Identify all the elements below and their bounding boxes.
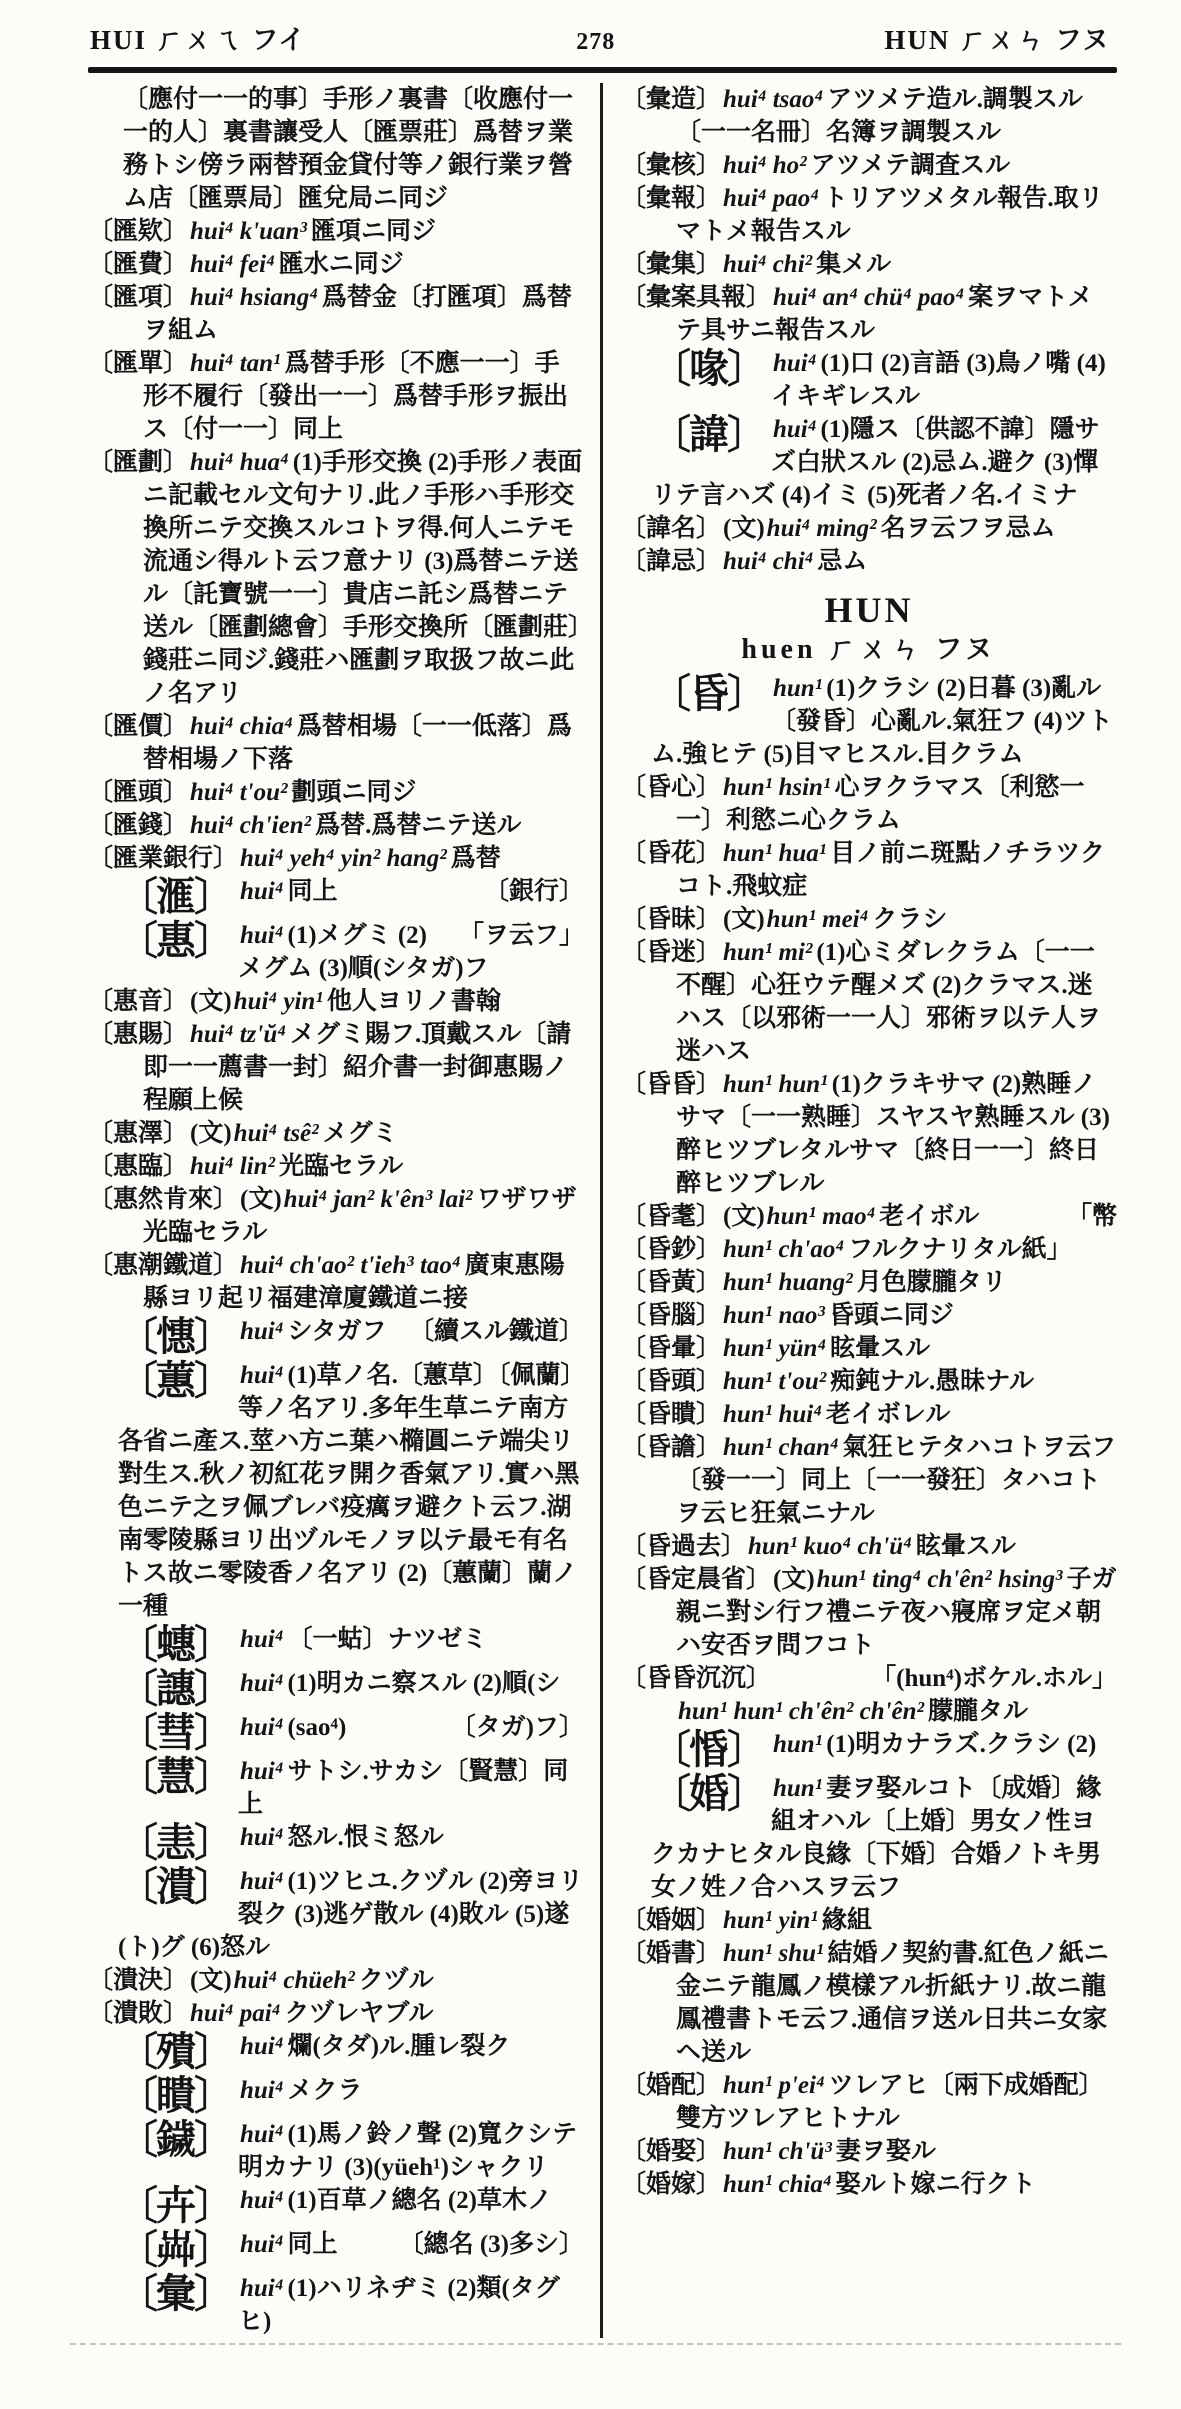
entry-definition: (1)クラシ (2)日暮 (3)亂ル〔發昏〕心亂ル.氣狂フ (4)ツトム.強ヒテ (5)目マヒスル.目クラム [651, 675, 1113, 768]
entry-romanization: hui⁴ chi⁴ [723, 548, 814, 575]
entry-romanization: hun¹ [773, 1731, 823, 1758]
entry-romanization: hui⁴ k'uan³ [190, 218, 307, 245]
entry-headword: 〔昏腦〕 [621, 1302, 722, 1329]
entry-romanization: hun¹ mei⁴ [766, 906, 869, 933]
entry-headword: 〔彙集〕 [621, 251, 722, 278]
entry-headword: 〔昏心〕 [621, 774, 722, 801]
entry-headword: 〔潰決〕 [88, 1967, 189, 1994]
entry-headword: 〔昏昏沉沉〕 [621, 1665, 772, 1692]
dictionary-entry [621, 1266, 1117, 1299]
dictionary-entry [621, 281, 1117, 347]
entry-headword: 〔諱忌〕 [621, 548, 722, 575]
entry-romanization: hun¹ shu¹ [723, 1940, 824, 1967]
entry-definition: (1)草ノ名.〔蕙草〕〔佩蘭〕等ノ名アリ.多年生草ニテ南方各省ニ產ス.莖ハ方ニ葉ハ橢圓ニテ端尖リ對生ス.秋ノ初紅花ヲ開ク香氣アリ.實ハ黑色ニテ之ヲ佩ブレバ疫癘ヲ避クト云フ.湖南零陵縣ヨリ出ヅルモノヲ以テ最モ有名トス故ニ零陵香ノ名アリ (2)〔蕙蘭〕蘭ノ一種 [118, 1362, 580, 1620]
dictionary-entry [88, 1865, 584, 1964]
dictionary-entry [88, 1997, 584, 2030]
dictionary-entry [621, 1233, 1117, 1266]
entry-romanization: hui⁴ [240, 1318, 284, 1345]
dictionary-entry [88, 2030, 584, 2074]
entry-headword: 〔惠賜〕 [88, 1021, 189, 1048]
entry-headword: 〔蟪〕 [118, 1623, 232, 1667]
dictionary-entry [88, 1821, 584, 1865]
entry-headword: 〔昏黃〕 [621, 1269, 722, 1296]
entry-definition: (1)明カニ察スル (2)順(シ [287, 1670, 561, 1697]
entry-definition: アツメテ造ル.調製スル〔一一名冊〕名簿ヲ調製スル [676, 86, 1083, 146]
entry-romanization: hun¹ hui⁴ [723, 1401, 822, 1428]
entry-headword: 〔彙核〕 [621, 152, 722, 179]
entry-definition: 月色朦朧タリ [856, 1269, 1007, 1296]
entry-headword: 〔昏頭〕 [621, 1368, 722, 1395]
entry-definition: フルクナリタル紙」 [848, 1236, 1072, 1263]
dictionary-entry [88, 347, 584, 446]
entry-headword: 〔昏〕 [651, 672, 765, 716]
entry-definition: (1)手形交換 (2)手形ノ表面ニ記載セル文句ナリ.此ノ手形ハ手形交換所ニテ交換スルコトヲ得.何人ニテモ流通シ得ルト云フ意ナリ (3)爲替ニテ送ル〔託寶號一一〕貴店ニ託シ爲替ニテ送ル〔匯劃總會〕手形交換所〔匯劃莊〕錢莊ニ同ジ.錢莊ハ匯劃ヲ取扱フ故ニ此ノ名アリ [143, 449, 583, 707]
entry-tail-gloss: 〔銀行〕 [483, 878, 584, 905]
entry-definition: (1)メグミ (2)メグム (3)順(シタガ)フ [238, 922, 489, 982]
entry-romanization: hun¹ mao⁴ [766, 1203, 876, 1230]
dictionary-entry [88, 1150, 584, 1183]
entry-romanization: hui⁴ tsao⁴ [723, 86, 824, 113]
entry-romanization: hun¹ hun¹ [723, 1071, 828, 1098]
entry-definition: メグミ賜フ.頂戴スル〔請即一一薦書一封〕紹介書一封御惠賜ノ程願上候 [143, 1021, 572, 1114]
entry-headword: 〔潰敗〕 [88, 2000, 189, 2027]
entry-definition: 匯水ニ同ジ [278, 251, 404, 278]
entry-headword: 〔匯價〕 [88, 713, 189, 740]
entry-romanization: hui⁴ ho² [723, 152, 807, 179]
entry-headword: 〔匯單〕 [88, 350, 189, 377]
entry-romanization: hui⁴ an⁴ chü⁴ pao⁴ [773, 284, 965, 311]
entry-romanization: hun¹ hua¹ [723, 840, 827, 867]
entry-headword: 〔昏耄〕 [621, 1203, 722, 1230]
entry-definition: (1)百草ノ總名 (2)草木ノ [287, 2187, 553, 2214]
entry-definition: 爲替手形〔不應一一〕手形不履行〔發出一一〕爲替手形ヲ振出ス〔付一一〕同上 [143, 350, 569, 443]
entry-register-label: (文) [723, 906, 765, 933]
entry-headword: 〔喙〕 [651, 347, 765, 391]
entry-register-label: (文) [190, 988, 232, 1015]
entry-romanization: hui⁴ [240, 922, 284, 949]
entry-definition: (sao⁴) [287, 1714, 347, 1741]
entry-definition: 同上 [287, 2231, 338, 2258]
entry-headword: 〔昏昧〕 [621, 906, 722, 933]
dictionary-entry [88, 2118, 584, 2184]
entry-romanization: hui⁴ [240, 2275, 284, 2302]
entry-romanization: hui⁴ ch'ien² [190, 812, 312, 839]
entry-romanization: hun¹ [773, 1775, 823, 1802]
entry-definition: 老イボレル [825, 1401, 951, 1428]
entry-definition: (1)隱ス〔供認不諱〕隱サズ白狀スル (2)忌ム.避ク (3)憚リテ言ハズ (4)イミ (5)死者ノ名.イミナ [651, 416, 1100, 509]
entry-romanization: hui⁴ hsiang⁴ [190, 284, 318, 311]
entry-romanization: hun¹ ting⁴ ch'ên² hsing³ [816, 1566, 1063, 1593]
entry-romanization: hun¹ [773, 675, 823, 702]
entry-romanization: hun¹ huang² [723, 1269, 853, 1296]
dictionary-entry [621, 771, 1117, 837]
entry-headword: 〔鐬〕 [118, 2118, 232, 2162]
entry-headword: 〔惠澤〕 [88, 1120, 189, 1147]
entry-definition: 同上 [287, 878, 338, 905]
entry-definition: (1)クラキサマ (2)熟睡ノサマ〔一一熟睡〕スヤスヤ熟睡スル (3)醉ヒツブレタルサマ〔終日一一〕終日醉ヒツブレル [676, 1071, 1110, 1197]
page-bottom-edge [70, 2343, 1121, 2345]
dictionary-entry [88, 2272, 584, 2338]
entry-headword: 〔彗〕 [118, 1711, 232, 1755]
entry-romanization: hui⁴ ming² [766, 515, 877, 542]
header-guideword-right: HUN ㄏㄨㄣ フヌ [884, 25, 1111, 55]
entry-definition: 爲替.爲替ニテ送ル [315, 812, 522, 839]
entry-headword: 〔昏花〕 [621, 840, 722, 867]
dictionary-entry [621, 1398, 1117, 1431]
entry-definition: 爛(タダ)ル.腫レ裂ク [287, 2033, 511, 2060]
dictionary-entry [88, 809, 584, 842]
entry-romanization: hui⁴ [240, 2231, 284, 2258]
entry-romanization: hun¹ chan⁴ [723, 1434, 839, 1461]
entry-definition: 朦朧タル [928, 1698, 1029, 1725]
entry-tail-gloss: 〔總名 (3)多シ〕 [398, 2231, 584, 2258]
entry-romanization: hui⁴ pai⁴ [190, 2000, 281, 2027]
entry-romanization: hui⁴ tz'ŭ⁴ [190, 1021, 286, 1048]
entry-romanization: hui⁴ [240, 1758, 284, 1785]
dictionary-entry [621, 83, 1117, 149]
entry-romanization: hui⁴ chüeh² [233, 1967, 355, 1994]
dictionary-entry [88, 215, 584, 248]
page-header [88, 14, 1117, 67]
entry-headword: 〔匯欵〕 [88, 218, 189, 245]
entry-headword: 〔卉〕 [118, 2184, 232, 2228]
left-column [88, 83, 603, 2338]
dictionary-entry [88, 985, 584, 1018]
entry-headword: 〔匯項〕 [88, 284, 189, 311]
entry-headword: 〔昏迷〕 [621, 939, 722, 966]
entry-definition: 〔一蛄〕ナツゼミ [287, 1626, 488, 1653]
entry-romanization: hui⁴ chia⁴ [190, 713, 293, 740]
dictionary-entry [621, 149, 1117, 182]
entry-romanization: hui⁴ jan² k'ên³ lai² [283, 1186, 473, 1213]
dictionary-entry [621, 672, 1117, 771]
entry-romanization: hui⁴ [240, 1626, 284, 1653]
entry-romanization: hui⁴ [773, 350, 817, 377]
entry-tail-gloss: 〔タガ)フ〕 [450, 1714, 584, 1741]
entry-definition: 他人ヨリノ書翰 [326, 988, 501, 1015]
dictionary-entry [88, 919, 584, 985]
entry-definition: (1)明カナラズ.クラシ (2) [826, 1731, 1097, 1758]
entry-definition: (1)口 (2)言語 (3)鳥ノ嘴 (4)イキギレスル [771, 350, 1106, 410]
entry-headword: 〔昏昏〕 [621, 1071, 722, 1098]
entry-definition: (1)ツヒユ.クヅル (2)旁ヨリ裂ク (3)逃ゲ散ル (4)敗ル (5)遂(ト)グ (6)怒ル [118, 1868, 584, 1961]
dictionary-entry [88, 1964, 584, 1997]
entry-definition: 爲替金〔打匯項〕爲替ヲ組ム [143, 284, 572, 344]
dictionary-entry [88, 248, 584, 281]
entry-tail-gloss: 「ヲ云フ」 [458, 922, 584, 949]
entry-romanization: hui⁴ t'ou² [190, 779, 288, 806]
entry-definition: 爲替 [450, 845, 501, 872]
entry-headword: 〔滙〕 [118, 875, 232, 919]
entry-definition: シタガフ [287, 1318, 387, 1345]
entry-headword: 〔殨〕 [118, 2030, 232, 2074]
entry-romanization: hui⁴ [240, 1670, 284, 1697]
entry-romanization: hun¹ ch'ü³ [723, 2138, 832, 2165]
entry-tail-gloss: 「(hun⁴)ボケル.ホル」 [871, 1665, 1117, 1692]
dictionary-entry [621, 2168, 1117, 2201]
dictionary-entry [621, 1662, 1117, 1728]
dictionary-entry [88, 2074, 584, 2118]
entry-definition: 妻ヲ娶ルコト〔成婚〕緣組オハル〔上婚〕男女ノ性ヨクカナヒタル良緣〔下婚〕合婚ノトキ男女ノ姓ノ合ハスヲ云フ [651, 1775, 1102, 1901]
entry-romanization: hui⁴ yeh⁴ yin² hang² [240, 845, 447, 872]
entry-headword: 〔彙報〕 [621, 185, 722, 212]
entry-tail-gloss: 「幣 [1066, 1203, 1117, 1230]
entry-romanization: hui⁴ [240, 1362, 284, 1389]
dictionary-entry [88, 1315, 584, 1359]
entry-romanization: hun¹ hsin¹ [723, 774, 831, 801]
continuation-paragraph: 〔應付一一的事〕手形ノ裏書〔收應付一一的人〕裏書讓受人〔匯票莊〕爲替ヲ業務トシ傍ラ兩替預金貸付等ノ銀行業ヲ營ム店〔匯票局〕匯兌局ニ同ジ [123, 86, 574, 212]
entry-headword: 〔婚娶〕 [621, 2138, 722, 2165]
entry-headword: 〔昏瞶〕 [621, 1401, 722, 1428]
entry-definition: (1)馬ノ鈴ノ聲 (2)寬クシテ明カナリ (3)(yüeh¹)シャクリ [238, 2121, 578, 2181]
dictionary-entry [621, 1772, 1117, 1904]
entry-definition: 心ヲクラマス〔利慾一一〕利慾ニ心クラム [676, 774, 1085, 834]
entry-romanization: hui⁴ ch'ao² t'ieh³ tao⁴ [240, 1252, 461, 1279]
entry-romanization: hui⁴ [240, 878, 284, 905]
entry-definition: 結婚ノ契約書.紅色ノ紙ニ金ニテ龍鳳ノ模樣アル折紙ナリ.故ニ龍鳳禮書トモ云フ.通信ヲ送ル日共ニ女家ヘ送ル [676, 1940, 1109, 2066]
entry-definition: 眩暈スル [915, 1533, 1016, 1560]
entry-romanization: hun¹ hun¹ ch'ên² ch'ên² [678, 1698, 925, 1725]
entry-romanization: hui⁴ fei⁴ [190, 251, 275, 278]
dictionary-entry [621, 1728, 1117, 1772]
entry-romanization: hui⁴ [240, 2077, 284, 2104]
entry-headword: 〔婚書〕 [621, 1940, 722, 1967]
entry-headword: 〔憓〕 [118, 1315, 232, 1359]
entry-headword: 〔諱名〕 [621, 515, 722, 542]
entry-romanization: hui⁴ [240, 1824, 284, 1851]
dictionary-entry [88, 2228, 584, 2272]
right-column [603, 83, 1117, 2338]
entry-definition: トリアツメタル報告.取リマトメ報告スル [676, 185, 1104, 245]
dictionary-entry [621, 182, 1117, 248]
dictionary-entry [621, 1530, 1117, 1563]
entry-headword: 〔昏過去〕 [621, 1533, 747, 1560]
entry-romanization: hui⁴ [240, 1714, 284, 1741]
dictionary-entry [621, 413, 1117, 512]
dictionary-entry [621, 1068, 1117, 1200]
entry-definition: 子ガ親ニ對シ行フ禮ニテ夜ハ寢席ヲ定メ朝ハ安否ヲ問フコト [676, 1566, 1117, 1659]
entry-romanization: hui⁴ yin¹ [233, 988, 323, 1015]
header-guideword-left: HUI ㄏㄨㄟ フイ [90, 25, 308, 55]
entry-romanization: hui⁴ [240, 2033, 284, 2060]
dictionary-entry [621, 512, 1117, 545]
entry-register-label: (文) [190, 1120, 232, 1147]
header-rule [88, 67, 1117, 73]
dictionary-entry [88, 1359, 584, 1623]
page-number: 278 [576, 29, 616, 55]
dictionary-entry [621, 248, 1117, 281]
dictionary-entry [88, 446, 584, 710]
entry-romanization: hui⁴ chi² [723, 251, 813, 278]
entry-definition: 妻ヲ娶ル [835, 2138, 936, 2165]
dictionary-entry [88, 1623, 584, 1667]
entry-headword: 〔匯頭〕 [88, 779, 189, 806]
entry-romanization: hun¹ ch'ao⁴ [723, 1236, 845, 1263]
entry-definition: 氣狂ヒテタハコトヲ云フ〔發一一〕同上〔一一發狂〕タハコトヲ云ヒ狂氣ニナル [676, 1434, 1117, 1527]
dictionary-entry [88, 1018, 584, 1117]
entry-definition: 忌ム [817, 548, 868, 575]
entry-headword: 〔蕙〕 [118, 1359, 232, 1403]
entry-register-label: (文) [773, 1566, 815, 1593]
entry-headword: 〔惛〕 [651, 1728, 765, 1772]
entry-headword: 〔婚嫁〕 [621, 2171, 722, 2198]
dictionary-entry [621, 347, 1117, 413]
entry-romanization: hun¹ t'ou² [723, 1368, 827, 1395]
entry-definition: 匯項ニ同ジ [310, 218, 436, 245]
dictionary-entry [88, 1183, 584, 1249]
entry-register-label: (文) [723, 515, 765, 542]
dictionary-entry [88, 776, 584, 809]
entry-headword: 〔惠然肯來〕 [88, 1186, 239, 1213]
dictionary-entry [621, 1332, 1117, 1365]
entry-definition: 怒ル.恨ミ怒ル [287, 1824, 444, 1851]
entry-romanization: hun¹ nao³ [723, 1302, 825, 1329]
entry-headword: 〔匯費〕 [88, 251, 189, 278]
entry-headword: 〔諱〕 [651, 413, 765, 457]
entry-definition: クヅレヤブル [284, 2000, 434, 2027]
section-subtitle: huen ㄏㄨㄣ フヌ [741, 634, 997, 665]
entry-definition: (1)ハリネヂミ (2)類(タグヒ) [238, 2275, 560, 2335]
entry-definition: 爲替相場〔一一低落〕爲替相場ノ下落 [143, 713, 572, 773]
text-columns [88, 83, 1117, 2338]
entry-headword: 〔惠音〕 [88, 988, 189, 1015]
entry-definition: 娶ルト嫁ニ行クト [835, 2171, 1036, 2198]
entry-headword: 〔惠潮鐵道〕 [88, 1252, 239, 1279]
entry-headword: 〔昏鈔〕 [621, 1236, 722, 1263]
entry-definition: 老イボル [879, 1203, 980, 1230]
dictionary-entry [621, 2135, 1117, 2168]
entry-definition: ワザワザ光臨セラル [143, 1186, 577, 1246]
entry-definition: サトシ.サカシ〔賢慧〕同上 [238, 1758, 569, 1818]
entry-romanization: hui⁴ [773, 416, 817, 443]
entry-definition: 眩暈スル [830, 1335, 931, 1362]
entry-headword: 〔婚〕 [651, 1772, 765, 1816]
section-header-hun [621, 588, 1117, 668]
entry-definition: 痴鈍ナル.愚昧ナル [830, 1368, 1035, 1395]
dictionary-entry [88, 2184, 584, 2228]
entry-headword: 〔惠臨〕 [88, 1153, 189, 1180]
dictionary-entry [88, 1711, 584, 1755]
entry-romanization: hui⁴ lin² [190, 1153, 276, 1180]
dictionary-entry [621, 1904, 1117, 1937]
entry-romanization: hui⁴ [240, 1868, 284, 1895]
entry-headword: 〔芔〕 [118, 2228, 232, 2272]
dictionary-entry [621, 1937, 1117, 2069]
entry-register-label: (文) [190, 1967, 232, 1994]
entry-headword: 〔匯劃〕 [88, 449, 189, 476]
dictionary-entry [621, 1563, 1117, 1662]
entry-headword: 〔婚配〕 [621, 2072, 722, 2099]
entry-definition: (1)心ミダレクラム〔一一不醒〕心狂ウテ醒メズ (2)クラマス.迷ハス〔以邪術一一人〕邪術ヲ以テ人ヲ迷ハス [676, 939, 1102, 1065]
entry-definition: 集メル [816, 251, 892, 278]
entry-romanization: hui⁴ [240, 2187, 284, 2214]
dictionary-entry [621, 545, 1117, 578]
dictionary-entry [88, 842, 584, 875]
entry-romanization: hun¹ yün⁴ [723, 1335, 827, 1362]
entry-definition: メグミ [322, 1120, 398, 1147]
entry-definition: 劃頭ニ同ジ [291, 779, 417, 806]
entry-definition: 緣組 [821, 1907, 872, 1934]
entry-headword: 〔潰〕 [118, 1865, 232, 1909]
entry-headword: 〔匯錢〕 [88, 812, 189, 839]
entry-headword: 〔昏譫〕 [621, 1434, 722, 1461]
entry-definition: クラシ [872, 906, 948, 933]
entry-romanization: hun¹ yin¹ [723, 1907, 818, 1934]
entry-romanization: hui⁴ tan¹ [190, 350, 281, 377]
entry-headword: 〔昏暈〕 [621, 1335, 722, 1362]
entry-definition: 目ノ前ニ斑點ノチラツクコト.飛蚊症 [676, 840, 1106, 900]
dictionary-entry [88, 1755, 584, 1821]
dictionary-entry [621, 2069, 1117, 2135]
dictionary-entry [88, 281, 584, 347]
entry-romanization: hui⁴ pao⁴ [723, 185, 819, 212]
dictionary-entry [88, 1249, 584, 1315]
dictionary-entry [621, 1365, 1117, 1398]
entry-tail-gloss: 〔續スル鐵道〕 [408, 1318, 584, 1345]
dictionary-entry [621, 903, 1117, 936]
section-title: HUN [824, 590, 914, 630]
dictionary-entry [621, 1431, 1117, 1530]
dictionary-entry [88, 1667, 584, 1711]
entry-definition: 廣東惠陽縣ヨリ起リ福建漳廈鐵道ニ接 [143, 1252, 565, 1312]
entry-register-label: (文) [723, 1203, 765, 1230]
entry-definition: 昏頭ニ同ジ [828, 1302, 954, 1329]
entry-register-label: (文) [240, 1186, 282, 1213]
entry-headword: 〔惠〕 [118, 919, 232, 963]
entry-headword: 〔彙案具報〕 [621, 284, 772, 311]
entry-romanization: hun¹ kuo⁴ ch'ü⁴ [748, 1533, 912, 1560]
entry-headword: 〔彙〕 [118, 2272, 232, 2316]
entry-headword: 〔慧〕 [118, 1755, 232, 1799]
dictionary-entry [88, 1117, 584, 1150]
entry-definition: メクラ [287, 2077, 363, 2104]
entry-romanization: hui⁴ [240, 2121, 284, 2148]
entry-definition: アツメテ調査スル [810, 152, 1011, 179]
entry-headword: 〔昏定晨省〕 [621, 1566, 772, 1593]
dictionary-entry [621, 1299, 1117, 1332]
entry-definition: 案ヲマトメテ具サニ報告スル [676, 284, 1093, 344]
entry-headword: 〔瞶〕 [118, 2074, 232, 2118]
dictionary-entry [621, 1200, 1117, 1233]
entry-headword: 〔譓〕 [118, 1667, 232, 1711]
entry-headword: 〔匯業銀行〕 [88, 845, 239, 872]
entry-headword: 〔婚姻〕 [621, 1907, 722, 1934]
dictionary-entry [88, 875, 584, 919]
entry-romanization: hun¹ p'ei⁴ [723, 2072, 825, 2099]
dictionary-entry [621, 936, 1117, 1068]
entry-romanization: hui⁴ hua⁴ [190, 449, 289, 476]
entry-definition: クヅル [358, 1967, 434, 1994]
entry-romanization: hun¹ mi² [723, 939, 813, 966]
entry-definition: 光臨セラル [279, 1153, 404, 1180]
entry-romanization: hun¹ chia⁴ [723, 2171, 832, 2198]
entry-headword: 〔恚〕 [118, 1821, 232, 1865]
entry-definition: 名ヲ云フヲ忌ム [880, 515, 1056, 542]
entry-romanization: hui⁴ tsê² [233, 1120, 319, 1147]
dictionary-entry [88, 710, 584, 776]
entry-headword: 〔彙造〕 [621, 86, 722, 113]
entry-definition: ツレアヒ〔兩下成婚配〕雙方ツレアヒトナル [676, 2072, 1104, 2132]
dictionary-entry [621, 837, 1117, 903]
